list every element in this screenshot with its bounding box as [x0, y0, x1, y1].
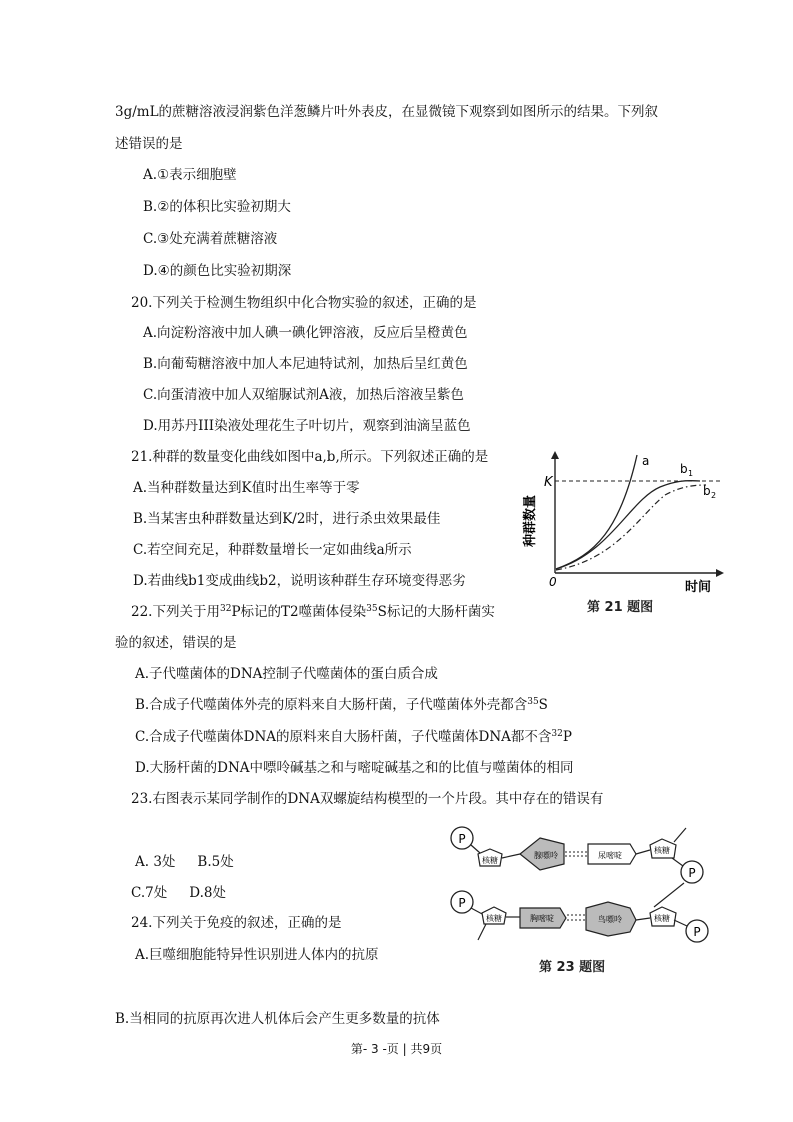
q23-option-a: A. 3处 — [135, 854, 176, 870]
q20-option-a: A.向淀粉溶液中加人碘一碘化钾溶液，反应后呈橙黄色 — [143, 325, 468, 341]
phosphate-label: P — [693, 925, 701, 939]
q21-option-b: B.当某害虫种群数量达到K/2时，进行杀虫效果最佳 — [133, 511, 441, 527]
q22-stem-line1 — [131, 603, 495, 621]
q22-option-b — [135, 696, 548, 714]
sugar-bottom-right-label: 核糖 — [654, 914, 670, 923]
q23-option-b: B.5处 — [197, 854, 234, 870]
q20-stem: 20.下列关于检测生物组织中化合物实验的叙述，正确的是 — [131, 295, 477, 311]
q19-stem-line1: 3g/mL的蔗糖溶液浸润紫色洋葱鳞片叶外表皮，在显微镜下观察到如图所示的结果。下列叙 — [115, 104, 659, 120]
base-top-right-label: 尿嘧啶 — [598, 851, 622, 860]
phosphate-label: P — [458, 832, 466, 846]
curve-a-label: a — [642, 454, 650, 468]
bond — [672, 858, 683, 866]
q22-option-c — [135, 728, 572, 746]
q19-option-b: B.②的体积比实验初期大 — [143, 199, 291, 215]
q20-option-b: B.向葡萄糖溶液中加人本尼迪特试剂，加热后呈红黄色 — [143, 356, 468, 372]
q22-option-a: A.子代噬菌体的DNA控制子代噬菌体的蛋白质合成 — [135, 666, 438, 682]
q22-option-d: D.大肠杆菌的DNA中嘌呤碱基之和与嘧啶碱基之和的比值与噬菌体的相同 — [135, 760, 574, 776]
sugar-bottom-left-label: 核糖 — [486, 914, 502, 923]
q22-option-c-sup: 32 — [551, 729, 563, 739]
q20-option-c: C.向蛋清液中加人双缩脲试剂A液，加热后溶液呈紫色 — [143, 387, 464, 403]
q24-option-a: A.巨噬细胞能特异性识别进人体内的抗原 — [135, 947, 379, 963]
origin-label: 0 — [549, 575, 557, 589]
curve-b1-label: b — [680, 462, 688, 476]
curve-a — [556, 455, 637, 569]
phosphate-label: P — [688, 866, 696, 880]
phosphate-label: P — [458, 896, 466, 910]
q22-option-b-sup: 35 — [527, 697, 539, 707]
base-bottom-left-label: 胸嘧啶 — [530, 914, 554, 923]
x-axis-label: 时间 — [685, 580, 712, 595]
q23-option-d: D.8处 — [189, 885, 226, 901]
q23-options-row2 — [131, 884, 226, 902]
y-axis-label: 种群数量 — [523, 494, 538, 548]
page-footer: 第- 3 -页 | 共9页 — [350, 1042, 443, 1056]
q21-stem: 21.种群的数量变化曲线如图中a,b,所示。下列叙述正确的是 — [131, 449, 489, 465]
q22-stem-pre: 22.下列关于用 — [131, 604, 220, 620]
q22-stem-sup1: 32 — [219, 604, 232, 614]
q19-option-d: D.④的颜色比实验初期深 — [143, 263, 292, 279]
q23-options-row1 — [135, 853, 234, 871]
figure-21-caption: 第 21 题图 — [587, 600, 654, 615]
base-top-left-label: 腺嘌呤 — [534, 851, 558, 860]
q23-stem: 23.右图表示某同学制作的DNA双螺旋结构模型的一个片段。其中存在的错误有 — [131, 791, 604, 807]
sugar-top-left-label: 核糖 — [482, 856, 498, 865]
curve-b2 — [556, 485, 706, 570]
curve-b1 — [556, 481, 700, 569]
q23-option-c: C.7处 — [131, 885, 168, 901]
q24-stem: 24.下列关于免疫的叙述，正确的是 — [131, 915, 342, 931]
curve-b2-sub: 2 — [711, 491, 717, 500]
curve-b1-sub: 1 — [688, 469, 694, 478]
q22-stem-sup2: 35 — [366, 604, 378, 614]
figure-23-caption: 第 23 题图 — [539, 960, 606, 975]
q21-option-c: C.若空间充足，种群数量增长一定如曲线a所示 — [133, 542, 412, 558]
q19-option-c: C.③处充满着蔗糖溶液 — [143, 231, 278, 247]
bond — [674, 920, 687, 926]
q19-option-a: A.①表示细胞壁 — [143, 167, 237, 183]
bond — [471, 845, 480, 853]
q22-stem-post: S标记的大肠杆菌实 — [377, 604, 495, 620]
base-bottom-right-label: 鸟嘌呤 — [598, 915, 622, 924]
q20-option-d: D.用苏丹III染液处理花生子叶切片，观察到油滴呈蓝色 — [143, 418, 471, 434]
q22-option-b-end: S — [538, 697, 548, 713]
q22-stem-mid: P标记的T2噬菌体侵染 — [231, 604, 367, 620]
q22-option-c-text: C.合成子代噬菌体DNA的原料来自大肠杆菌，子代噬菌体DNA都不含 — [135, 729, 552, 745]
sugar-top-right-label: 核糖 — [654, 846, 670, 855]
x-axis-arrow — [716, 569, 724, 577]
y-axis-arrow — [551, 451, 559, 459]
q22-stem-line2: 验的叙述，错误的是 — [115, 635, 237, 651]
q22-option-b-text: B.合成子代噬菌体外壳的原料来自大肠杆菌，子代噬菌体外壳都含 — [135, 697, 528, 713]
bond — [502, 854, 520, 858]
dna-model-figure — [440, 820, 720, 950]
bond — [674, 828, 686, 842]
bond — [654, 883, 684, 907]
bond — [636, 850, 650, 854]
k-label: K — [544, 475, 553, 490]
q21-option-d: D.若曲线b1变成曲线b2，说明该种群生存环境变得恶劣 — [133, 573, 466, 589]
q19-stem-line2: 述错误的是 — [115, 136, 183, 152]
q24-option-b: B.当相同的抗原再次进人机体后会产生更多数量的抗体 — [115, 1011, 440, 1027]
q21-option-a: A.当种群数量达到K值时出生率等于零 — [133, 480, 360, 496]
q22-option-c-end: P — [562, 729, 572, 745]
bond — [636, 918, 650, 920]
curve-b2-label: b — [703, 484, 711, 498]
bond — [478, 924, 486, 940]
